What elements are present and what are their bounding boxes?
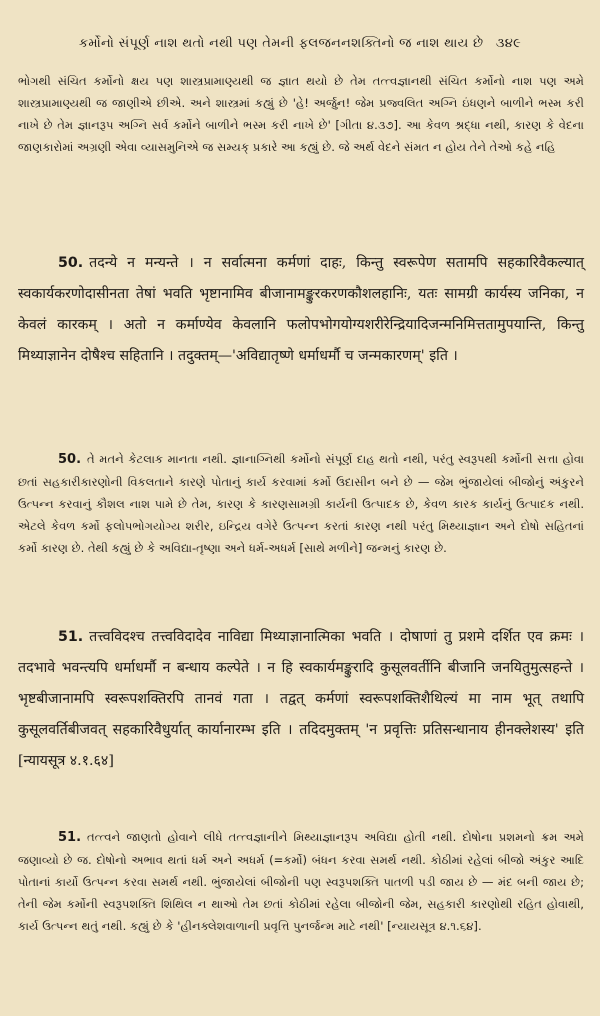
sanskrit-paragraph-51 <box>18 622 584 777</box>
intro-gujarati-text: ભોગથી સંચિત કર્મોનો ક્ષય પણ શાસ્ત્રપ્રામાણ્યથી જ જ્ઞાત થયો છે તેમ તત્ત્વજ્ઞાનથી સંચિત કર્મોનો નાશ પણ અમે શાસ્ત્રપ્રામાણ્યથી જ જાણીએ છીએ. અને શાસ્ત્રમાં કહ્યું છે 'હે! અર્જુન! જેમ પ્રજ્વલિત અગ્નિ ઇંધણને બાળીને ભસ્મ કરી નાખે છે તેમ જ્ઞાનરૂપ અગ્નિ સર્વ કર્મોને બાળીને ભસ્મ કરી નાખે છે' [ગીતા ૪.૩૭]. આ કેવળ શ્રદ્ધા નથી, કારણ કે વેદના જાણકારોમાં અગ્રણી એવા વ્યાસમુનિએ જ સમ્યક્ પ્રકારે આ કહ્યું છે. જે અર્થ વેદને સંમત ન હોય તેને તેઓ કહે નહિ <box>18 74 584 154</box>
page-number: ૩૪૯ <box>495 36 522 51</box>
sanskrit-text-50: तदन्ये न मन्यन्ते । न सर्वात्मना कर्मणां दाहः, किन्तु स्वरूपेण सतामपि सहकारिवैकल्यात् स्वकार्यकरणोदासीनता तेषां भवति भृष्टानामिव बीजानामङ्कुरकरणकौशलहानिः, यतः सामग्री कार्यस्य जनिका, न केवलं कारकम् । अतो न कर्माण्येव केवलानि फलोपभोगयोग्यशरीरेन्द्रियादिजन्मनिमित्ततामुपयान्ति, किन्तु मिथ्याज्ञानेन दोषैश्च सहितानि । तदुक्तम्—'अविद्यातृष्णे धर्माधर्मौ च जन्मकारणम्' इति । <box>18 255 584 364</box>
intro-gujarati-paragraph <box>18 70 584 158</box>
sanskrit-text-51: तत्त्वविदश्च तत्त्वविदादेव नाविद्या मिथ्याज्ञानात्मिका भवति । दोषाणां तु प्रशमे दर्शित एव क्रमः । तदभावे भवन्त्यपि धर्माधर्मौ न बन्धाय कल्पेते । न हि स्वकार्यमङ्कुरादि कुसूलवर्तीनि बीजानि जनयितुमुत्सहन्ते । भृष्टबीजानामपि स्वरूपशक्तिरपि तानवं गता । तद्वत् कर्मणां स्वरूपशक्तिशैथिल्यं मा नाम भूत् तथापि कुसूलवर्तिबीजवत् सहकारिवैधुर्यात् कार्यानारम्भ इति । तदिदमुक्तम् 'न प्रवृत्तिः प्रतिसन्धानाय हीनक्लेशस्य' इति [न्यायसूत्र ४.१.६४] <box>18 629 584 769</box>
gujarati-paragraph-51 <box>18 826 584 937</box>
gujarati-paragraph-50 <box>18 448 584 559</box>
running-header <box>0 36 600 51</box>
gujarati-text-51: તત્ત્વને જાણતો હોવાને લીધે તત્ત્વજ્ઞાનીને મિથ્યાજ્ઞાનરૂપ અવિદ્યા હોતી નથી. દોષોના પ્રશમનો ક્રમ અમે જણાવ્યો છે જ. દોષોનો અભાવ થતાં ધર્મ અને અધર્મ (=કર્મો) બંધન કરવા સમર્થ નથી. કોઠીમાં રહેલાં બીજો અંકુર આદિ પોતાનાં કાર્યો ઉત્પન્ન કરવા સમર્થ નથી. ભુંજાયેલાં બીજોની પણ સ્વરૂપશક્તિ પાતળી પડી જાય છે — મંદ બની જાય છે; તેની જેમ કર્મોની સ્વરૂપશક્તિ શિથિલ ન થાઓ તેમ છતાં કોઠીમાં રહેલા બીજોની જેમ, સહકારી કારણોથી રહિત હોવાથી, કાર્ય ઉત્પન્ન થતું નથી. કહ્યું છે કે 'હીનક્લેશવાળાની પ્રવૃત્તિ પુનર્જન્મ માટે નથી' [ન્યાયસૂત્ર ૪.૧.૬૪]. <box>18 830 584 933</box>
running-title: કર્મોનો સંપૂર્ણ નાશ થતો નથી પણ તેમની ફલજનનશક્તિનો જ નાશ થાય છે <box>78 36 484 51</box>
paragraph-number: 51. <box>58 830 82 845</box>
gujarati-text-50: તે મતને કેટલાક માનતા નથી. જ્ઞાનાગ્નિથી કર્મોનો સંપૂર્ણ દાહ થતો નથી, પરંતુ સ્વરૂપથી કર્મોની સત્તા હોવા છતાં સહકારીકારણોની વિકલતાને કારણે પોતાનું કાર્ય કરવામાં કર્મો ઉદાસીન બને છે — જેમ ભુંજાયેલાં બીજોનું અંકુરને ઉત્પન્ન કરવાનું કૌશલ નાશ પામે છે તેમ, કારણ કે કારણસામગ્રી કાર્યની ઉત્પાદક છે, કેવળ કારક કાર્યનું ઉત્પાદક નથી. એટલે કેવળ કર્મો ફલોપભોગયોગ્ય શરીર, ઇન્દ્રિય વગેરે ઉત્પન્ન કરતાં કારણ નથી પરંતુ મિથ્યાજ્ઞાન અને દોષો સહિતનાં કર્મો કારણ છે. તેથી કહ્યું છે કે અવિદ્યા-તૃષ્ણા અને ધર્મ-અધર્મ [સાથે મળીને] જન્મનું કારણ છે. <box>18 452 584 555</box>
paragraph-number: 50. <box>58 452 82 467</box>
sanskrit-paragraph-50 <box>18 248 584 372</box>
paragraph-number: 51. <box>58 629 84 645</box>
paragraph-number: 50. <box>58 255 84 271</box>
